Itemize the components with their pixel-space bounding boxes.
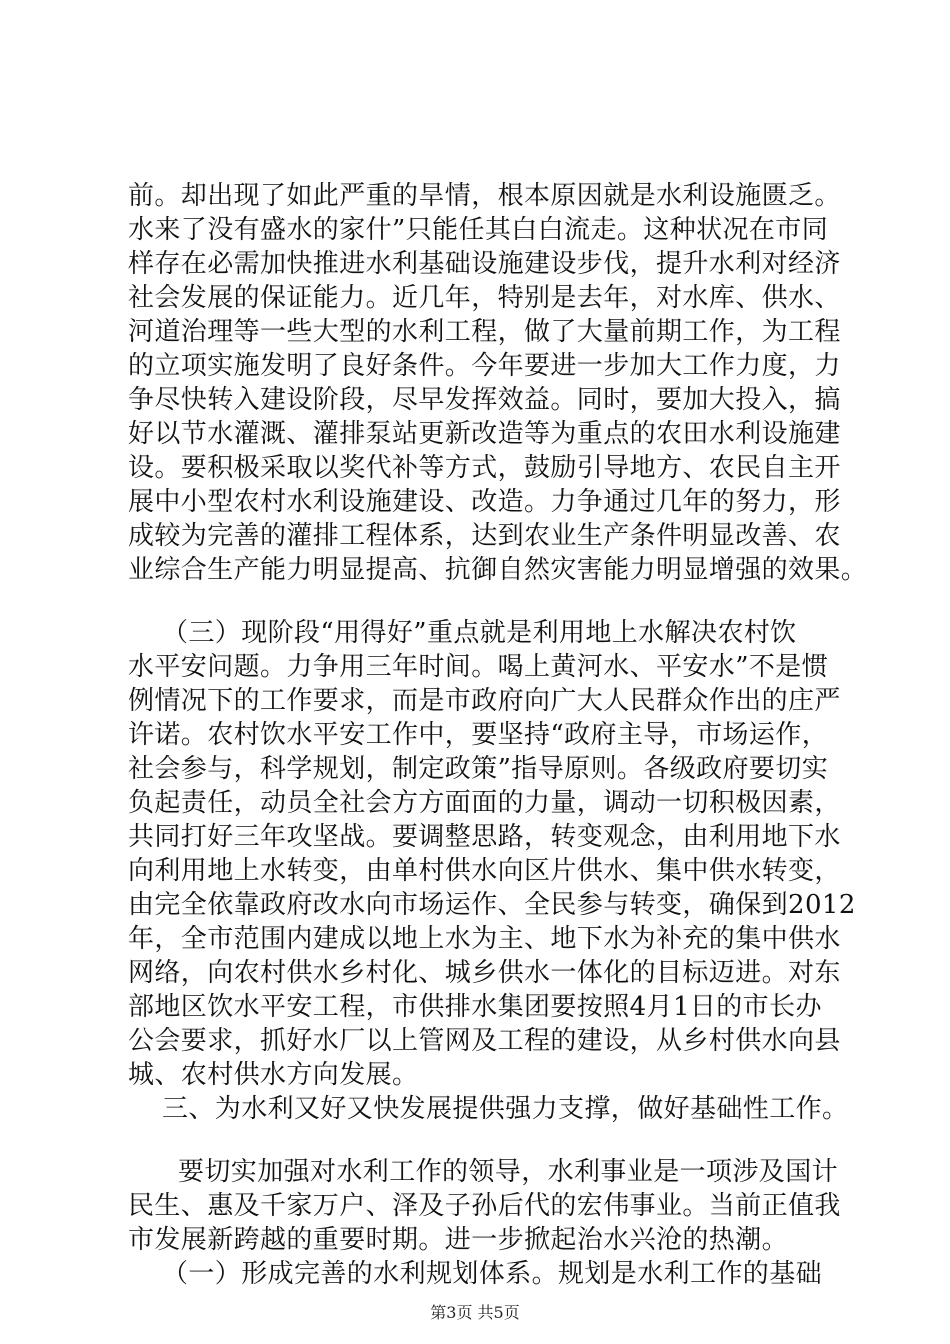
text-line-8: 好以节水灌溉、灌排泵站更新改造等为重点的农田水利设施建 [128,419,841,449]
text-line-14: 水平安问题。力争用三年时间。喝上黄河水、平安水”不是惯 [128,652,829,682]
text-line-17: 社会参与，科学规划，制定政策”指导原则。各级政府要切实 [128,754,829,784]
text-line-6: 的立项实施发明了良好条件。今年要进一步加大工作力度，力 [128,351,841,381]
text-line-15: 例情况下的工作要求，而是市政府向广大人民群众作出的庄严 [128,686,841,716]
text-line-25: 公会要求，抓好水厂以上管网及工程的建设，从乡村供水向县 [128,1026,841,1056]
text-line-21: 由完全依靠政府改水向市场运作、全民参与转变，确保到2012 [128,890,856,920]
text-line-9: 设。要积极采取以奖代补等方式，鼓励引导地方、农民自主开 [128,453,841,483]
section-heading-three: 三、为水利又好又快发展提供强力支撑，做好基础性工作。 [162,1094,849,1124]
text-line-20: 向利用地上水转变，由单村供水向区片供水、集中供水转变， [128,856,841,886]
text-line-4: 社会发展的保证能力。近几年，特别是去年，对水库、供水、 [128,283,841,313]
page-footer: 第3页 共5页 [430,1303,520,1322]
text-line-19: 共同打好三年攻坚战。要调整思路，转变观念，由利用地下水 [128,822,841,852]
text-line-30: 市发展新跨越的重要时期。进一步掀起治水兴沧的热潮。 [128,1225,789,1255]
text-line-26: 城、农村供水方向发展。 [128,1060,419,1090]
section-three-heading: （三）现阶段“用得好”重点就是利用地上水解决农村饮 [162,618,797,648]
text-line-24: 部地区饮水平安工程，市供排水集团要按照4月1日的市长办 [128,992,822,1022]
text-line-5: 河道治理等一些大型的水利工程，做了大量前期工作，为工程 [128,317,841,347]
text-line-7: 争尽快转入建设阶段，尽早发挥效益。同时，要加大投入，搞 [128,385,841,415]
text-line-1: 前。却出现了如此严重的旱情，根本原因就是水利设施匮乏。 [128,181,841,211]
text-line-2: 水来了没有盛水的家什”只能任其白白流走。这种状况在市同 [128,215,829,245]
text-line-3: 样存在必需加快推进水利基础设施建设步伐，提升水利对经济 [128,249,841,279]
text-line-11: 成较为完善的灌排工程体系，达到农业生产条件明显改善、农 [128,521,841,551]
text-line-18: 负起责任，动员全社会方方面面的力量，调动一切积极因素， [128,788,841,818]
text-line-23: 网络，向农村供水乡村化、城乡供水一体化的目标迈进。对东 [128,958,841,988]
text-line-28: 要切实加强对水利工作的领导，水利事业是一项涉及国计 [178,1157,839,1187]
text-line-29: 民生、惠及千家万户、泽及子孙后代的宏伟事业。当前正值我 [128,1191,841,1221]
subsection-one-heading: （一）形成完善的水利规划体系。规划是水利工作的基础 [162,1259,823,1289]
text-line-10: 展中小型农村水利设施建设、改造。力争通过几年的努力，形 [128,487,841,517]
text-line-22: 年，全市范围内建成以地上水为主、地下水为补充的集中供水 [128,924,841,954]
text-line-16: 许诺。农村饮水平安工作中，要坚持“政府主导，市场运作， [128,720,829,750]
text-line-12: 业综合生产能力明显提高、抗御自然灾害能力明显增强的效果。 [128,555,868,585]
